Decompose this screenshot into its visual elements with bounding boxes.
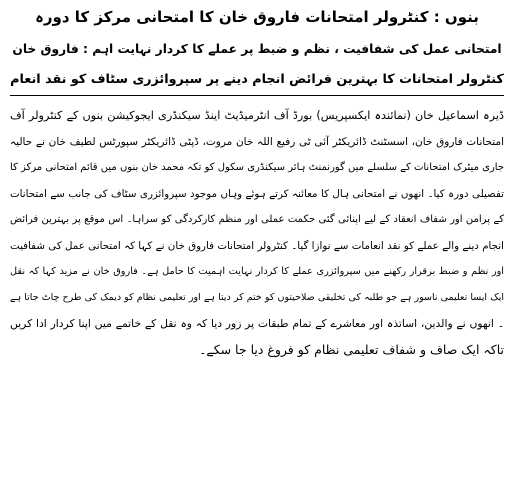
- article-body-line: امتحانات فاروق خان، اسسٹنٹ ڈائریکٹر آئی ٹی رفیع اللہ خان مروت، ڈپٹی ڈائریکٹر سپورٹس لطیف خان نے حالیہ: [10, 136, 504, 148]
- article-body-line: ایک ایسا تعلیمی ناسور ہے جو طلبہ کی تخلیقی صلاحیتوں کو ختم کر دیتا ہے اور تعلیمی نظام کو دیمک کی طرح چاٹ جاتا ہے: [10, 292, 504, 303]
- article-body-line: انجام دینے والے عملے کو نقد انعامات سے نوازا گیا۔ کنٹرولر امتحانات فاروق خان نے کہا کہ امتحانی عمل کی شفافیت: [10, 240, 504, 252]
- article-body-line: اور نظم و ضبط برقرار رکھنے میں سپروائزری عملے کا کردار نہایت اہمیت کا حامل ہے۔ فاروق خان نے مزید کہا کہ نقل: [10, 266, 504, 277]
- article-body-line: کے پرامن اور شفاف انعقاد کے لیے اپنائی گئی حکمت عملی اور منظم کارکردگی کو سراہا۔ اس موقع پر بہترین فرائض: [10, 214, 504, 225]
- news-article: [10, 4, 504, 363]
- article-body: [10, 103, 504, 363]
- article-headline-main: بنوں : کنٹرولر امتحانات فاروق خان کا امتحانی مرکز کا دورہ: [35, 8, 479, 26]
- article-subheadline-1: امتحانی عمل کی شفافیت ، نظم و ضبط پر عملے کا کردار نہایت اہم : فاروق خان: [12, 42, 502, 56]
- article-body-line: جاری میٹرک امتحانات کے سلسلے میں گورنمنٹ ہائر سیکنڈری سکول کو تکہ محمد خان بنوں میں قائم امتحانی مرکز کا: [10, 162, 504, 173]
- article-body-line: ڈیرہ اسماعیل خان (نمائندہ ایکسپریس) بورڈ آف انٹرمیڈیٹ اینڈ سیکنڈری ایجوکیشن بنوں کے کنٹرولر آف: [10, 109, 504, 122]
- article-body-line: ۔ انھوں نے والدین، اساتذہ اور معاشرے کے تمام طبقات پر زور دیا کہ وہ نقل کے خاتمے میں اپنا کردار ادا کریں: [10, 317, 504, 330]
- article-body-line-last: تاکہ ایک صاف و شفاف تعلیمی نظام کو فروغ دیا جا سکے۔: [199, 342, 504, 357]
- article-body-line: تفصیلی دورہ کیا۔ انھوں نے امتحانی ہال کا معائنہ کرتے ہوئے وہاں موجود سپروائزری سٹاف کی جانب سے امتحانات: [10, 188, 504, 200]
- article-subheadline-2: کنٹرولر امتحانات کا بہترین فرائض انجام دینے پر سپروائزری سٹاف کو نقد انعام: [10, 67, 504, 96]
